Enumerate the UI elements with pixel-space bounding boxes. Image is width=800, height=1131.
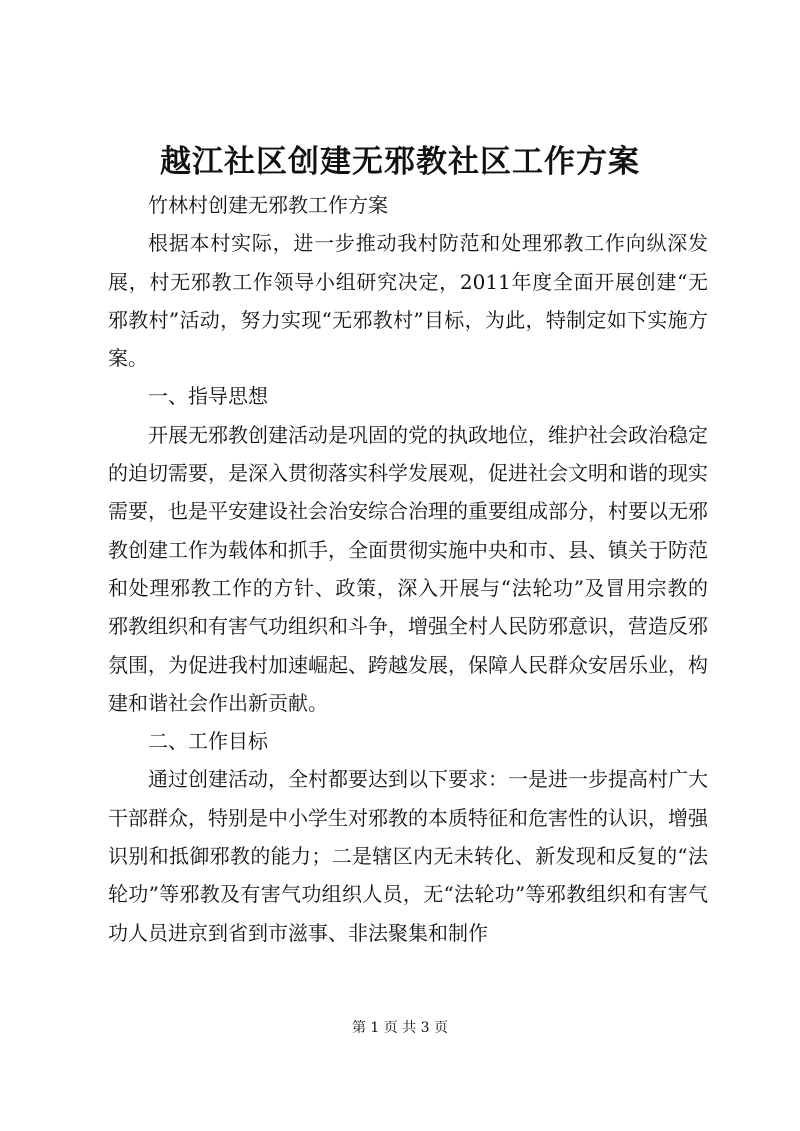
paragraph-subtitle: 竹林村创建无邪教工作方案 — [148, 193, 388, 217]
section-heading-work-goals: 二、工作目标 — [148, 729, 268, 754]
document-title: 越江社区创建无邪教社区工作方案 — [160, 144, 640, 180]
paragraph-work-goals: 通过创建活动，全村都要达到以下要求：一是进一步提高村广大干部群众，特别是中小学生对邪教的本质特征和危害性的认识，增强识别和抵御邪教的能力；二是辖区内无未转化、新发现和反复的“法轮功”等邪教及有害气功组织人员，无“法轮功”等邪教组织和有害气功人员进京到省到市滋事、非法聚集和制作 — [108, 767, 708, 945]
paragraph-guiding-ideology: 开展无邪教创建活动是巩固的党的执政地位，维护社会政治稳定的迫切需要，是深入贯彻落实科学发展观，促进社会文明和谐的现实需要，也是平安建设社会治安综合治理的重要组成部分，村要以无邪教创建工作为载体和抓手，全面贯彻实施中央和市、县、镇关于防范和处理邪教工作的方针、政策，深入开展与“法轮功”及冒用宗教的邪教组织和有害气功组织和斗争，增强全村人民防邪意识，营造反邪氛围，为促进我村加速崛起、跨越发展，保障人民群众安居乐业，构建和谐社会作出新贡献。 — [108, 422, 708, 715]
document-body — [108, 186, 708, 952]
paragraph-intro: 根据本村实际，进一步推动我村防范和处理邪教工作向纵深发展，村无邪教工作领导小组研究决定，2011年度全面开展创建“无邪教村”活动，努力实现“无邪教村”目标，为此，特制定如下实施方案。 — [108, 231, 708, 371]
page-footer: 第 1 页 共 3 页 — [351, 1020, 449, 1036]
section-heading-guiding-ideology: 一、指导思想 — [148, 384, 268, 409]
